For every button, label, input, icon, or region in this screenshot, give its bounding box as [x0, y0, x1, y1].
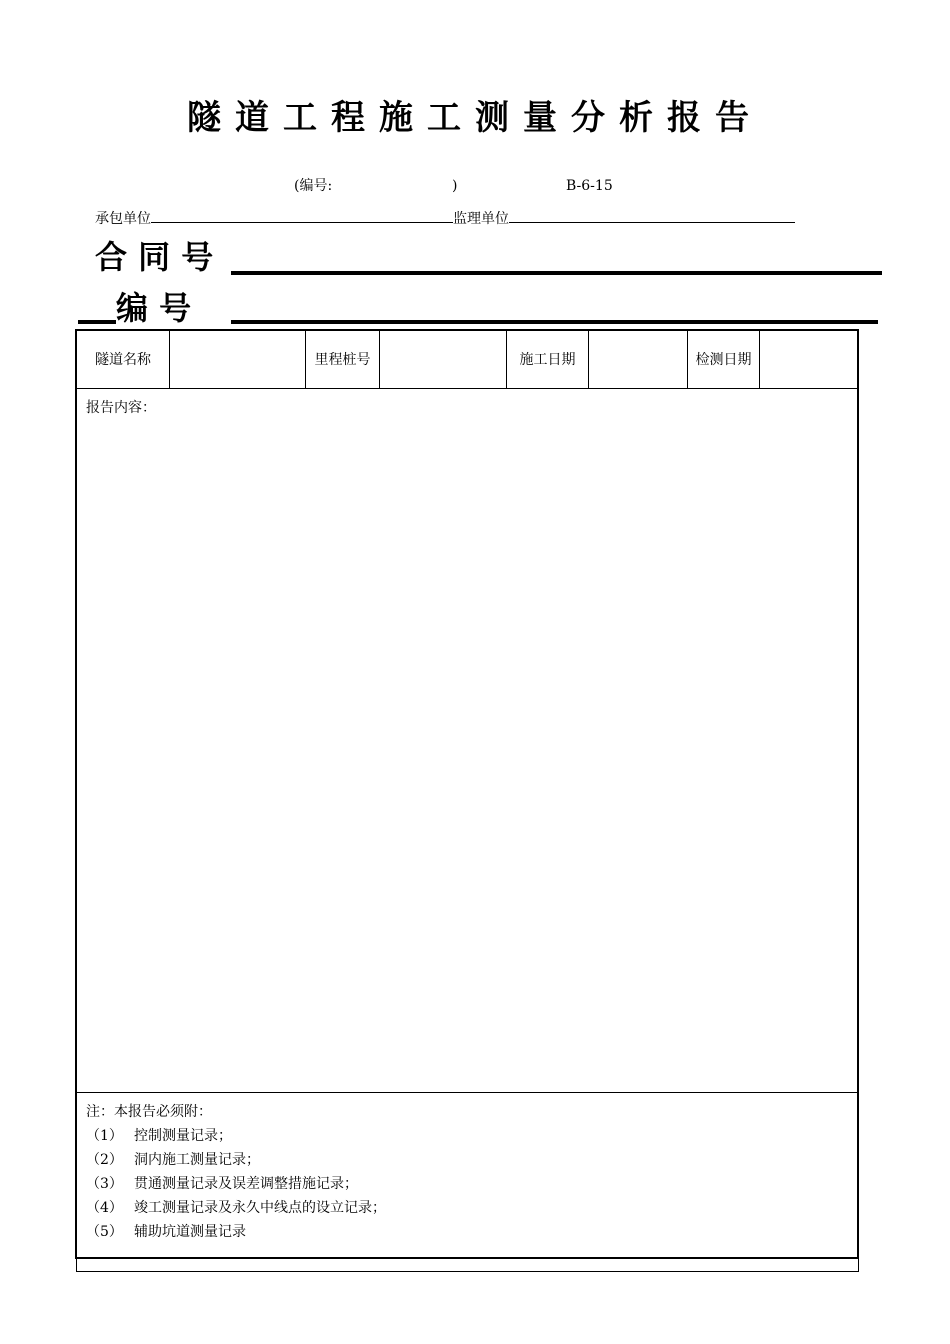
inspection-date-cell[interactable]	[760, 331, 859, 389]
page-title: 隧道工程施工测量分析报告	[187, 98, 763, 138]
number-prefix-line	[78, 320, 116, 324]
units-line	[95, 206, 795, 229]
notes-row	[77, 1093, 859, 1272]
contract-label: 合 同 号	[95, 238, 214, 276]
chainage-label: 里程桩号	[306, 331, 380, 389]
note-text: 贯通测量记录及误差调整措施记录；	[134, 1176, 358, 1192]
note-number: （4）	[86, 1200, 123, 1216]
note-number: （2）	[86, 1152, 123, 1168]
note-number: （1）	[86, 1128, 123, 1144]
number-field[interactable]	[231, 320, 878, 324]
contractor-field[interactable]	[151, 206, 453, 223]
form-code: B-6-15	[566, 178, 613, 194]
number-label: 编 号	[116, 289, 192, 327]
note-number: （3）	[86, 1176, 123, 1192]
supervisor-field[interactable]	[509, 206, 795, 223]
notes-cell	[77, 1093, 859, 1272]
construction-date-label: 施工日期	[507, 331, 589, 389]
note-text: 竣工测量记录及永久中线点的设立记录；	[134, 1200, 386, 1216]
tunnel-name-cell[interactable]	[170, 331, 306, 389]
chainage-cell[interactable]	[380, 331, 507, 389]
note-item	[86, 1196, 858, 1220]
serial-suffix: )	[452, 178, 458, 194]
report-table	[76, 330, 859, 1272]
note-text: 洞内施工测量记录；	[134, 1152, 260, 1168]
contract-number-row	[78, 233, 882, 281]
note-item	[86, 1172, 858, 1196]
note-item	[86, 1148, 858, 1172]
supervisor-label: 监理单位	[453, 211, 509, 227]
note-text: 控制测量记录；	[134, 1128, 232, 1144]
report-content-cell[interactable]	[77, 389, 859, 1093]
note-item	[86, 1124, 858, 1148]
inspection-date-label: 检测日期	[688, 331, 760, 389]
header-row	[77, 331, 859, 389]
content-row	[77, 389, 859, 1093]
number-row	[78, 284, 882, 332]
construction-date-cell[interactable]	[589, 331, 688, 389]
report-content-label: 报告内容：	[86, 400, 156, 416]
note-item	[86, 1220, 858, 1244]
serial-prefix: (编号:	[294, 178, 333, 194]
contract-number-field[interactable]	[231, 271, 882, 275]
notes-title: 注：本报告必须附：	[86, 1104, 212, 1120]
contractor-label: 承包单位	[95, 211, 151, 227]
note-number: （5）	[86, 1224, 123, 1240]
note-text: 辅助坑道测量记录	[134, 1224, 246, 1240]
tunnel-name-label: 隧道名称	[77, 331, 170, 389]
